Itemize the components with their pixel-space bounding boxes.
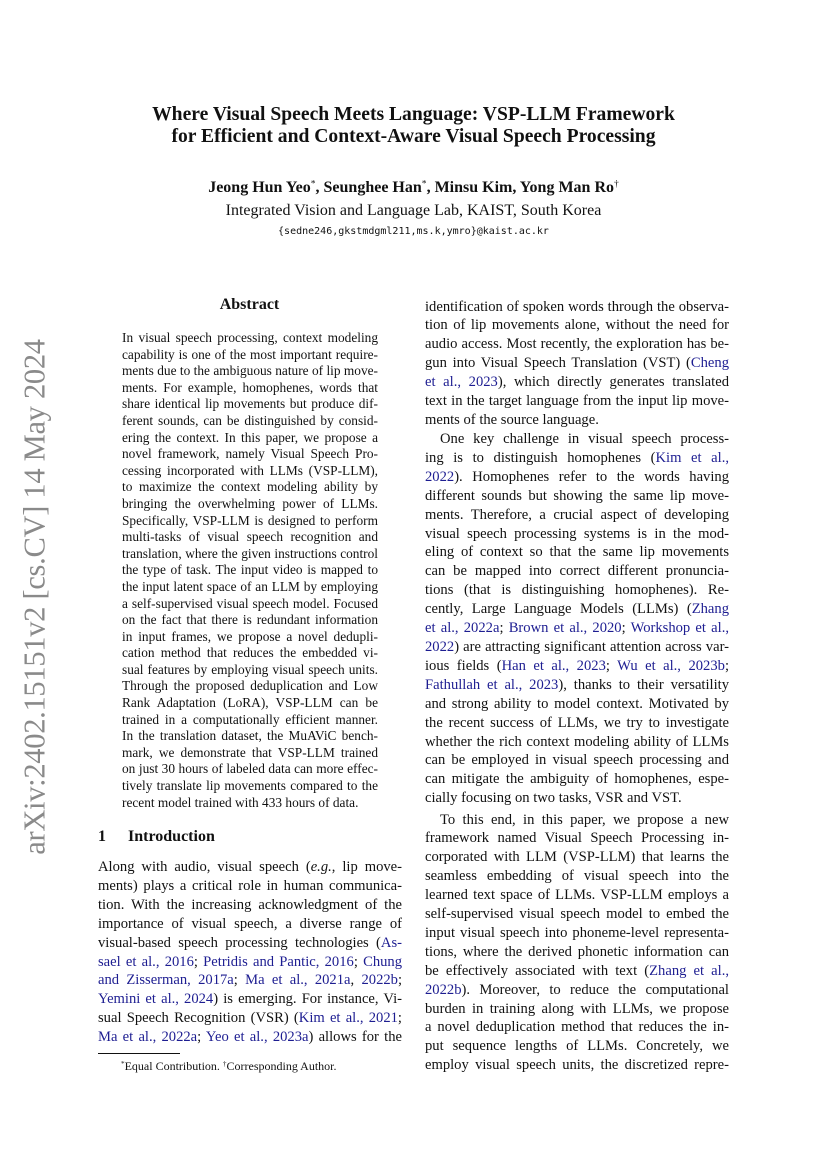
text-run: ; — [724, 657, 729, 674]
text-line — [122, 347, 378, 364]
text-run: on the fact that there is redundant information — [122, 612, 378, 628]
citation-link[interactable]: 2022b — [361, 972, 398, 989]
section-title: Introduction — [128, 828, 215, 845]
footnote-mark: † — [222, 1060, 227, 1069]
text-run: ) are attracting significant attention across var- — [454, 638, 729, 655]
text-run: on just 30 hours of labeled data can more effec- — [122, 761, 378, 777]
citation-link[interactable]: 2022 — [425, 468, 455, 485]
text-line — [98, 971, 402, 990]
text-line — [122, 330, 378, 347]
text-line — [425, 392, 729, 411]
intro-paragraph-1-continued — [425, 298, 729, 430]
text-line — [98, 858, 402, 877]
text-line — [425, 506, 729, 525]
abstract-text — [122, 330, 378, 811]
text-run: multi-tasks of visual speech recognition and — [122, 529, 378, 545]
text-line — [425, 905, 729, 924]
citation-link[interactable]: Petridis and Pantic, 2016 — [203, 953, 354, 970]
citation-link[interactable]: Brown et al., 2020 — [508, 620, 622, 637]
text-line — [425, 943, 729, 962]
text-run: Rank Adaptation (LoRA), VSP-LLM can be — [122, 695, 378, 711]
text-run: ing is to distinguish homophenes ( — [425, 449, 656, 466]
text-run: ), thanks to their versatility — [558, 676, 729, 693]
author-name: Minsu Kim — [434, 179, 513, 196]
text-line — [425, 811, 729, 830]
text-run: ) allows for the — [308, 1029, 402, 1046]
text-run: identification of spoken words through the observa- — [425, 298, 729, 315]
text-run: sual Speech Recognition (VSR) ( — [98, 1010, 299, 1027]
text-run: tions, where the derived phonetic information can — [425, 943, 729, 960]
text-line — [122, 363, 378, 380]
text-line — [425, 924, 729, 943]
text-run: Equal Contribution. — [124, 1059, 223, 1073]
citation-link[interactable]: Cheng — [690, 355, 729, 372]
text-line — [122, 745, 378, 762]
text-run: recent model trained with 433 hours of data. — [122, 794, 359, 810]
text-run: Along with audio, visual speech ( — [98, 859, 311, 875]
text-line — [425, 335, 729, 354]
text-run: the type of task. The input video is mapped to — [122, 562, 378, 578]
text-line — [425, 886, 729, 905]
text-line — [122, 396, 378, 413]
text-line — [122, 712, 378, 729]
text-line — [122, 795, 378, 812]
footnote — [121, 1058, 337, 1074]
citation-link[interactable]: Fathullah et al., 2023 — [425, 676, 559, 693]
text-run: ; — [397, 972, 403, 989]
text-line — [122, 463, 378, 480]
text-run: ferent sounds, can be distinguished by consid- — [122, 412, 378, 428]
citation-link[interactable]: Kim et al., 2021 — [298, 1010, 398, 1027]
text-run: ), which directly generates translated — [497, 374, 729, 391]
text-line — [425, 695, 729, 714]
text-run: can be mapped into correct different pronuncia- — [425, 563, 729, 580]
text-line — [425, 1018, 729, 1037]
text-line — [425, 770, 729, 789]
abstract-heading: Abstract — [219, 296, 280, 313]
text-line — [425, 316, 729, 335]
text-line — [98, 990, 402, 1009]
text-run: ious fields ( — [425, 657, 502, 674]
citation-link[interactable]: Yemini et al., 2024 — [98, 991, 214, 1008]
author-separator: , — [315, 179, 324, 196]
title-line: Where Visual Speech Meets Language: VSP-LLM Framework — [152, 104, 675, 125]
text-line — [122, 529, 378, 546]
text-run: ering the context. In this paper, we propose a — [122, 429, 378, 445]
text-line — [122, 562, 378, 579]
citation-link[interactable]: Han et al., 2023 — [501, 657, 606, 674]
text-line — [425, 962, 729, 981]
text-run: One key challenge in visual speech process- — [440, 431, 729, 447]
text-run: put sequence lengths of LLMs. Concretely, we — [425, 1038, 729, 1055]
text-line — [425, 1000, 729, 1019]
text-line — [122, 513, 378, 530]
text-run: ments. Therefore, a crucial aspect of developing — [425, 506, 729, 523]
text-line — [425, 638, 729, 657]
text-run: ) is emerging. For instance, Vi- — [213, 991, 402, 1008]
text-line — [98, 1009, 402, 1028]
text-run: a self-supervised visual speech model. Focused — [122, 595, 378, 611]
text-run: ; — [397, 1010, 402, 1027]
citation-link[interactable]: 2022 — [425, 638, 455, 655]
text-line — [122, 728, 378, 745]
text-run: the input latent space of an LLM by employing — [122, 578, 378, 594]
citation-link[interactable]: Ma et al., 2021a — [245, 972, 351, 989]
text-line — [425, 487, 729, 506]
text-run: tion. With the increasing acknowledgment of the — [98, 896, 402, 913]
text-run: ; — [197, 1029, 206, 1046]
text-line — [122, 380, 378, 397]
text-run: bringing the overwhelming power of LLMs. — [122, 495, 378, 511]
affiliation: Integrated Vision and Language Lab, KAIST, South Korea — [225, 202, 602, 219]
text-line — [122, 596, 378, 613]
text-line — [122, 612, 378, 629]
text-line — [425, 543, 729, 562]
text-line — [122, 579, 378, 596]
citation-link[interactable]: Workshop et al., — [630, 620, 729, 637]
text-run: , lip move- — [331, 859, 403, 875]
text-line — [425, 525, 729, 544]
author-list — [0, 178, 827, 198]
text-run: ; — [233, 972, 246, 989]
text-line — [425, 449, 729, 468]
text-run: learned text space of LLMs. VSP-LLM employs a — [425, 887, 729, 904]
text-line — [425, 733, 729, 752]
section-number: 1 — [98, 828, 106, 845]
text-run: tions (that is distinguishing homophenes). Re- — [425, 582, 729, 599]
text-run: ; — [621, 620, 631, 637]
text-line — [425, 848, 729, 867]
text-run: can mitigate the ambiguity of homophenes, espe- — [425, 771, 729, 788]
text-line — [98, 877, 402, 896]
text-line — [122, 496, 378, 513]
text-run: ments) plays a critical role in human communica- — [98, 877, 402, 894]
intro-paragraph-2 — [425, 430, 729, 808]
text-line — [98, 915, 402, 934]
citation-link[interactable]: Wu et al., 2023b — [617, 657, 725, 674]
text-line — [98, 896, 402, 915]
text-line — [98, 953, 402, 972]
text-line — [122, 430, 378, 447]
text-run: In the translation dataset, the MuAViC bench- — [122, 728, 378, 744]
footnote-rule — [98, 1053, 180, 1054]
text-run: burden in training along with LLMs, we propose — [425, 1000, 729, 1017]
text-line — [425, 751, 729, 770]
text-line — [122, 546, 378, 563]
text-line — [425, 714, 729, 733]
text-run: can be employed in visual speech processing and — [425, 752, 729, 769]
arxiv-identifier-stamp: arXiv:2402.15151v2 [cs.CV] 14 May 2024 — [17, 339, 52, 855]
text-run: novel framework, namely Visual Speech Pro- — [122, 446, 378, 462]
text-run: Specifically, VSP-LLM is designed to perform — [122, 512, 378, 528]
text-run: trained in a computationally efficient manner. — [122, 711, 378, 727]
text-run: Corresponding Author. — [226, 1059, 337, 1073]
citation-link[interactable]: As- — [380, 934, 402, 951]
text-line — [425, 468, 729, 487]
text-run: tion of lip movements alone, without the need for — [425, 317, 729, 334]
author-name: Jeong Hun Yeo — [208, 179, 311, 196]
text-line — [425, 581, 729, 600]
text-run: visual-based speech processing technologies ( — [98, 934, 381, 951]
text-run: audio access. Most recently, the exploration has be- — [425, 336, 729, 353]
text-line — [425, 981, 729, 1000]
text-run: mark, we demonstrate that VSP-LLM trained — [122, 744, 378, 760]
citation-link[interactable]: Kim et al., — [655, 449, 729, 466]
text-run: cessing incorporated with LLMs (VSP-LLM), — [122, 462, 378, 478]
text-line — [425, 600, 729, 619]
text-line — [425, 562, 729, 581]
text-line — [425, 373, 729, 392]
author-mark: * — [421, 178, 427, 190]
text-run: importance of visual speech, a diverse range of — [98, 915, 402, 932]
text-line — [425, 1037, 729, 1056]
citation-link[interactable]: et al., 2023 — [425, 374, 498, 391]
text-run: sual features by employing visual speech units. — [122, 661, 378, 677]
paper-title — [0, 104, 827, 148]
text-run: employ visual speech units, the discretized repre- — [425, 1057, 729, 1074]
text-line — [425, 430, 729, 449]
italic-text: e.g. — [310, 859, 332, 875]
author-separator: , — [512, 179, 520, 196]
text-line — [425, 354, 729, 373]
citation-link[interactable]: Chung — [363, 953, 403, 970]
text-run: ments. For example, homophenes, words that — [122, 379, 378, 395]
text-run: to maximize the context modeling ability by — [122, 479, 378, 495]
author-emails: {sedne246,gkstmdgml211,ms.k,ymro}@kaist.ac.kr — [278, 226, 549, 237]
text-run: share identical lip movements but produce dif- — [122, 396, 378, 412]
text-run: seamless embedding of visual speech into the — [425, 868, 729, 885]
text-run: ments due to the ambiguous nature of lip move- — [122, 363, 378, 379]
citation-link[interactable]: and Zisserman, 2017a — [98, 972, 234, 989]
citation-link[interactable]: sael et al., 2016 — [98, 953, 194, 970]
text-line — [425, 676, 729, 695]
text-run: the recent success of LLMs, we try to investigate — [425, 714, 729, 731]
text-run: ; — [499, 620, 509, 637]
section-heading-introduction — [98, 827, 215, 847]
citation-link[interactable]: Ma et al., 2022a — [98, 1029, 198, 1046]
text-line — [122, 629, 378, 646]
author-separator: , — [426, 179, 435, 196]
author-mark: † — [614, 178, 619, 190]
text-line — [425, 829, 729, 848]
text-line — [425, 1056, 729, 1075]
text-run: be effectively associated with text ( — [425, 962, 650, 979]
text-run: corporated with LLM (VSP-LLM) that learns the — [425, 849, 729, 866]
text-line — [122, 446, 378, 463]
text-run: a novel deduplication method that reduces the in- — [425, 1019, 729, 1036]
text-run: ). Homophenes refer to the words having — [454, 468, 729, 485]
text-line — [122, 413, 378, 430]
text-line — [425, 867, 729, 886]
text-line — [122, 761, 378, 778]
text-run: whether the rich context modeling ability of LLMs — [425, 733, 729, 750]
text-run: ; — [605, 657, 618, 674]
text-run: ments of the source language. — [425, 411, 599, 428]
text-line — [122, 678, 378, 695]
text-line — [425, 411, 729, 430]
citation-link[interactable]: Yeo et al., 2023a — [205, 1029, 309, 1046]
footnote-mark: * — [121, 1060, 125, 1069]
text-run: Through the proposed deduplication and Low — [122, 678, 378, 694]
text-line — [425, 657, 729, 676]
text-run: , — [350, 972, 362, 989]
text-run: different sounds but showing the same lip move- — [425, 487, 729, 504]
text-line — [425, 619, 729, 638]
text-run: input visual speech into phoneme-level representa- — [425, 924, 729, 941]
text-line — [425, 789, 729, 808]
text-run: self-supervised visual speech model to embed the — [425, 906, 729, 923]
text-line — [122, 479, 378, 496]
text-run: To this end, in this paper, we propose a new — [440, 811, 729, 828]
text-line — [425, 298, 729, 317]
intro-paragraph-3 — [425, 811, 729, 1076]
intro-paragraph-1 — [98, 858, 402, 1047]
citation-link[interactable]: et al., 2022a — [425, 620, 500, 637]
text-run: eling of context so that the same lip movements — [425, 544, 729, 561]
title-line: for Efficient and Context-Aware Visual Speech Processing — [171, 126, 656, 147]
text-run: cently, Large Language Models (LLMs) ( — [425, 601, 692, 618]
text-line — [122, 778, 378, 795]
text-line — [98, 1028, 402, 1047]
citation-link[interactable]: Zhang et al., — [649, 962, 729, 979]
text-run: in input frames, we propose a novel dedupli- — [122, 628, 378, 644]
author-name: Yong Man Ro — [519, 179, 614, 196]
author-name: Seunghee Han — [323, 179, 422, 196]
text-run: cation method that reduces the embedded vi- — [122, 645, 378, 661]
text-line — [122, 695, 378, 712]
text-line — [122, 645, 378, 662]
text-run: ; — [353, 953, 364, 970]
citation-link[interactable]: 2022b — [425, 981, 462, 998]
text-run: ; — [193, 953, 204, 970]
text-run: In visual speech processing, context modeling — [122, 330, 378, 345]
text-run: tively translate lip movements compared to the — [122, 778, 378, 794]
text-line — [98, 934, 402, 953]
text-run: capability is one of the most important require- — [122, 346, 378, 362]
text-run: ). Moreover, to reduce the computational — [461, 981, 729, 998]
text-line — [122, 662, 378, 679]
citation-link[interactable]: Zhang — [691, 601, 729, 618]
text-run: visual speech processing systems is in the mod- — [425, 525, 729, 542]
text-run: and strong ability to model context. Motivated by — [425, 695, 729, 712]
text-run: gun into Visual Speech Translation (VST) ( — [425, 355, 691, 372]
author-mark: * — [310, 178, 316, 190]
text-run: cially focusing on two tasks, VSR and VST. — [425, 790, 682, 807]
text-run: framework named Visual Speech Processing in- — [425, 830, 729, 847]
text-run: text in the target language from the input lip move- — [425, 393, 729, 410]
text-run: translation, where the given instructions control — [122, 545, 378, 561]
